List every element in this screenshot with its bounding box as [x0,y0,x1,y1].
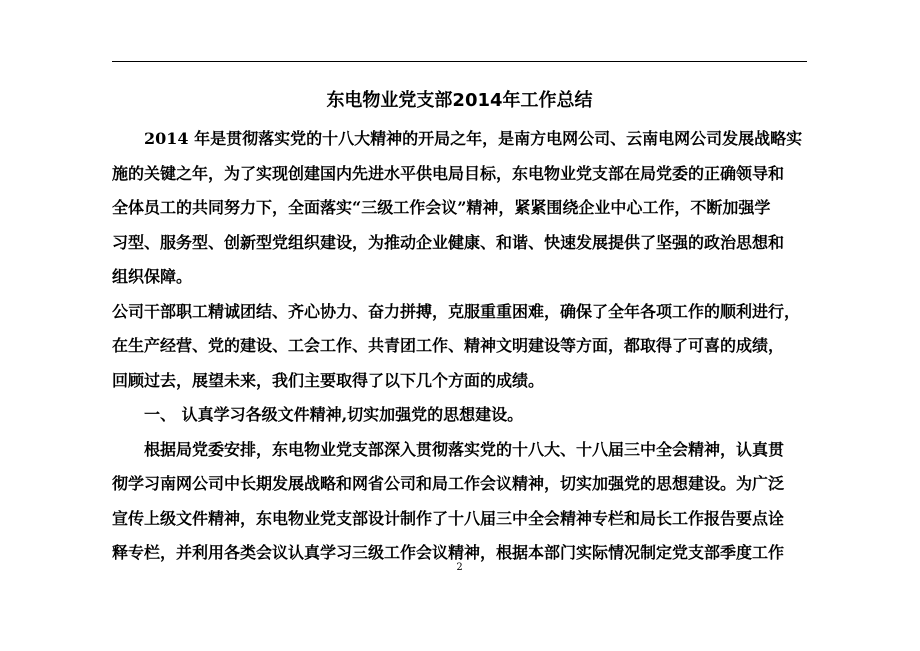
body-line: 公司干部职工精诚团结、齐心协力、奋力拼搏，克服重重困难，确保了全年各项工作的顺利进行， [112,301,801,321]
body-line: 彻学习南网公司中长期发展战略和网省公司和局工作会议精神，切实加强党的思想建设。为广泛 [112,474,785,493]
body-line: 习型、服务型、创新型党组织建设，为推动企业健康、和谐、快速发展提供了坚强的政治思想和 [112,232,785,252]
document-title: 东电物业党支部2014年工作总结 [326,90,593,111]
body-line: 回顾过去，展望未来，我们主要取得了以下几个方面的成绩。 [112,370,545,390]
body-line: 施的关键之年，为了实现创建国内先进水平供电局目标，东电物业党支部在局党委的正确领导和 [112,163,785,183]
body-line: 全体员工的共同努力下，全面落实“三级工作会议”精神，紧紧围绕企业中心工作，不断加强学 [112,198,771,217]
header-rule [112,61,807,62]
body-line: 根据局党委安排，东电物业党支部深入贯彻落实党的十八大、十八届三中全会精神，认真贯 [144,439,785,459]
document-body [112,122,807,571]
body-line: 宣传上级文件精神，东电物业党支部设计制作了十八届三中全会精神专栏和局长工作报告要点诠 [112,508,785,528]
section-heading: 一、 认真学习各级文件精神,切实加强党的思想建设。 [144,405,524,424]
body-line: 在生产经营、党的建设、工会工作、共青团工作、精神文明建设等方面，都取得了可喜的成绩， [112,336,785,355]
body-line: 释专栏，并利用各类会议认真学习三级工作会议精神，根据本部门实际情况制定党支部季度工作 [112,543,785,562]
page-number: 2 [456,562,463,573]
body-line: 2014 年是贯彻落实党的十八大精神的开局之年，是南方电网公司、云南电网公司发展战略实 [144,129,803,148]
body-line: 组织保障。 [112,267,193,286]
